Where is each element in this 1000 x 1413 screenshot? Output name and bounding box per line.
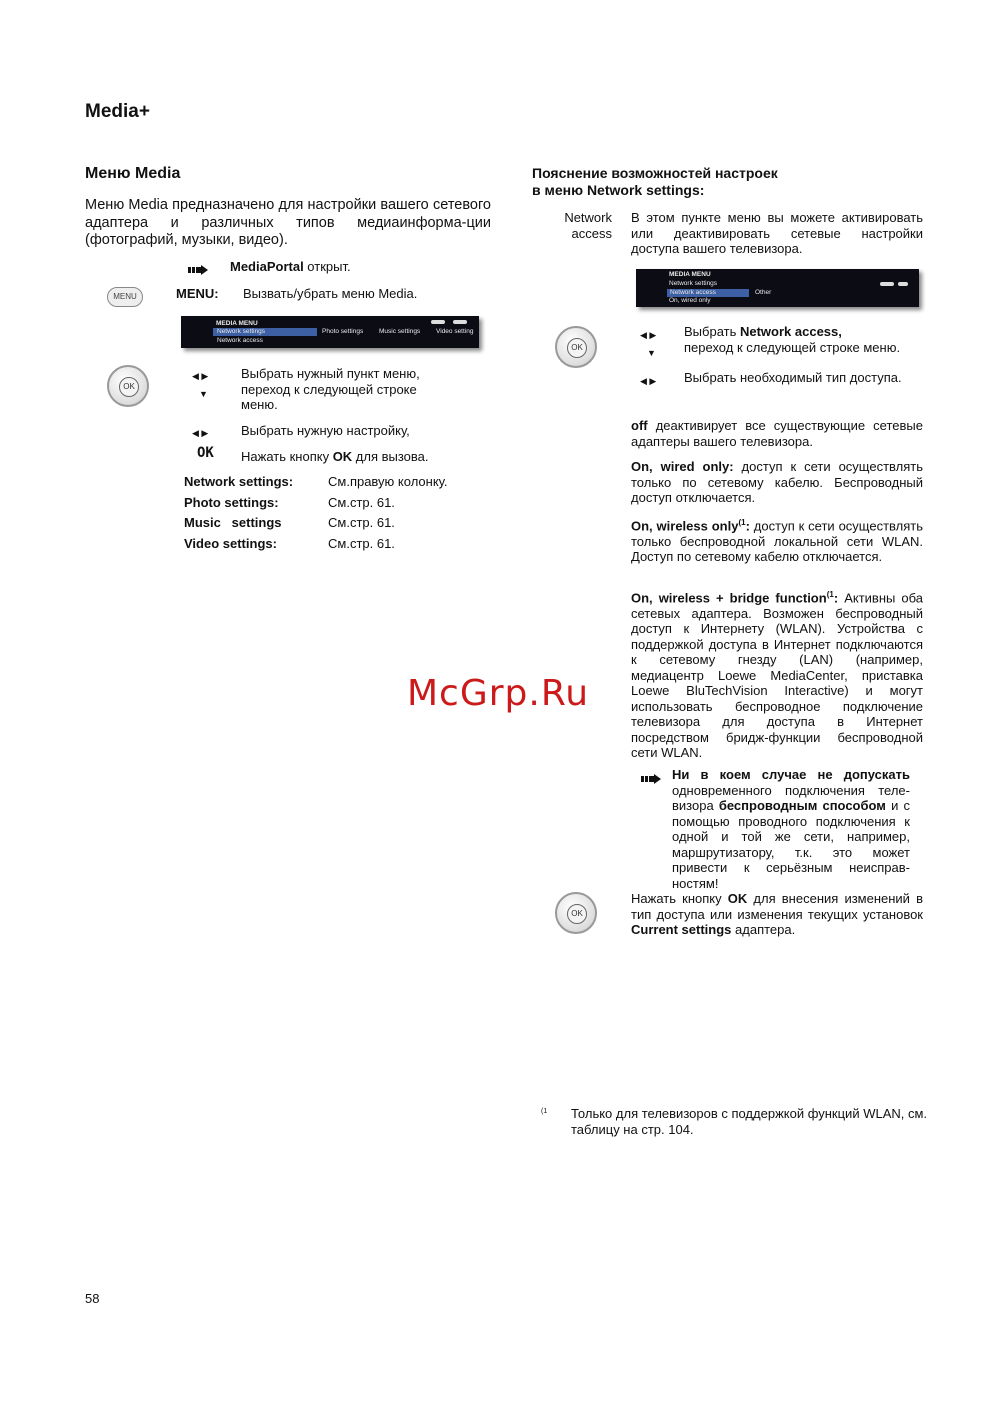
right-title-line1: Пояснение возможностей настроек	[532, 165, 778, 181]
menu-key-icon: MENU	[107, 287, 143, 307]
option-off: off деактивирует все существующие сетевые адаптеры вашего телевизора.	[631, 418, 923, 449]
ok-remote-icon: OK	[555, 326, 597, 368]
def-desc: См.правую колонку.	[328, 474, 448, 489]
ok-remote-icon: OK	[107, 365, 149, 407]
network-access-label: Network access	[564, 210, 612, 241]
def-term: Network settings:	[184, 474, 294, 489]
left-title: Меню Media	[85, 165, 181, 182]
screen-row-access: Network access	[670, 289, 716, 296]
def-term: Music settings	[184, 515, 282, 530]
def-desc: См.стр. 61.	[328, 536, 395, 551]
note-arrow-icon	[188, 265, 208, 275]
screen-title: MEDIA MENU	[669, 271, 711, 278]
screen-row-network: Network settings	[669, 280, 718, 287]
screen-tab-music: Music settings	[379, 328, 421, 335]
right-step-1: Выбрать Network access, переход к следующей строке меню.	[684, 324, 901, 355]
screen-title: MEDIA MENU	[216, 320, 258, 327]
down-arrow-icon: ▼	[199, 389, 208, 399]
right-step-2: Выбрать необходимый тип доступа.	[684, 370, 902, 385]
footnote-text: Только для телевизоров с поддержкой функций WLAN, см. таблицу на стр. 104.	[571, 1106, 928, 1137]
screen-indicator	[880, 282, 894, 286]
screen-row-access: Network access	[217, 337, 263, 344]
screen-row-wired: On, wired only	[669, 297, 711, 304]
screen-tab-video: Video setting	[436, 328, 474, 335]
left-right-arrows-icon: ◀ ▶	[192, 371, 209, 381]
down-arrow-icon: ▼	[647, 348, 656, 358]
warning-note: Ни в коем случае не допускать одновременного подключения теле-визора беспроводным способом и с помощью проводного подключения к одной и той же сети, например, маршрутизатору, т.к. это может привести к серьёзным неисправ-ностям!	[672, 767, 910, 891]
left-right-arrows-icon: ◀ ▶	[640, 376, 657, 386]
footnote-marker: (1	[541, 1108, 548, 1115]
left-right-arrows-icon: ◀ ▶	[640, 330, 657, 340]
screen-row-access-value: Other	[755, 289, 772, 296]
screen-indicator	[431, 320, 445, 324]
screen-row-network: Network settings	[217, 328, 266, 335]
left-step-1: Выбрать нужный пункт меню, переход к следующей строке меню.	[241, 366, 420, 412]
ok-remote-icon: OK	[555, 892, 597, 934]
def-term: Video settings:	[184, 536, 277, 551]
menu-key-label: MENU:	[176, 286, 219, 301]
option-wired-only: On, wired only: доступ к сети осуществлять только по сетевому кабелю. Беспроводный доступ отключается.	[631, 459, 923, 505]
left-intro: Меню Media предназначено для настройки вашего сетевого адаптера и различных типов медиаинформа-ции (фотографий, музыки, видео).	[85, 197, 491, 248]
screen-tab-photo: Photo settings	[322, 328, 364, 335]
page-number: 58	[85, 1291, 100, 1306]
screen-indicator	[898, 282, 908, 286]
final-instruction: Нажать кнопку OK для внесения изменений в тип доступа или изменения текущих установок Current settings адаптера.	[631, 891, 924, 937]
network-access-desc: В этом пункте меню вы можете активировать или деактивировать сетевые настройки доступа вашего телевизора.	[631, 210, 923, 256]
def-desc: См.стр. 61.	[328, 495, 395, 510]
left-right-arrows-icon: ◀ ▶	[192, 428, 209, 438]
def-term: Photo settings:	[184, 495, 279, 510]
media-menu-screenshot	[181, 316, 479, 348]
right-title-line2: в меню Network settings:	[532, 182, 705, 198]
left-step-3: Нажать кнопку OK для вызова.	[241, 449, 429, 464]
note-mediaportal: MediaPortal открыт.	[230, 259, 351, 274]
watermark: McGrp.Ru	[407, 673, 590, 714]
network-menu-screenshot	[636, 269, 919, 307]
section-header: Media+	[85, 101, 150, 122]
menu-key-desc: Вызвать/убрать меню Media.	[243, 286, 418, 301]
warning-arrow-icon	[641, 774, 661, 784]
def-desc: См.стр. 61.	[328, 515, 395, 530]
screen-indicator	[453, 320, 467, 324]
option-wireless-only: On, wireless only$^{(1}$: доступ к сети осуществлять только беспроводной локальной сети WLAN. Доступ по сетевому кабелю отключается.	[631, 518, 923, 565]
left-step-2: Выбрать нужную настройку,	[241, 423, 410, 438]
option-bridge: On, wireless + bridge function$^{(1}$: Активны оба сетевых адаптера. Возможен беспроводный доступ к Интернету (WLAN). Устройства с поддержкой доступа в Интернет подключаются к сетевому гнезду (LAN) (например, медиацентр Loewe MediaCenter, приставка Loewe BluTechVision Interactive) и могут использовать беспроводное подключение телевизора для доступа в Интернет посредством бридж-функции беспроводной сети WLAN.	[631, 590, 923, 761]
ok-key-label: OK	[197, 445, 214, 461]
